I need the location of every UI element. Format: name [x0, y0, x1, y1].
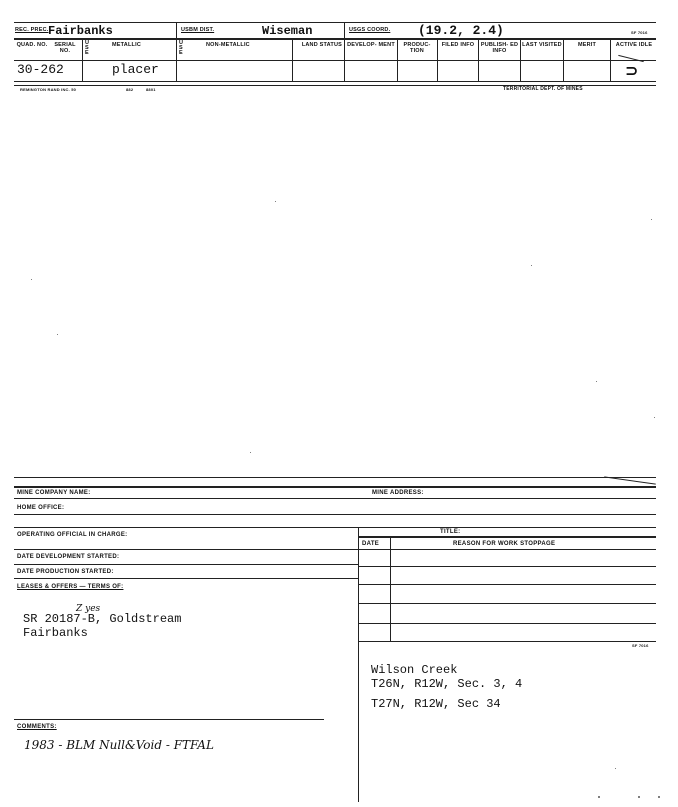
date-column-header: DATE	[362, 541, 380, 547]
printer-code-1: 882	[126, 87, 134, 92]
col-published-info: PUBLISH- ED INFO	[480, 42, 519, 54]
date-development-label: DATE DEVELOPMENT STARTED:	[17, 554, 120, 560]
printer-code-2: 8801	[146, 87, 156, 92]
rec-prec-value: Fairbanks	[48, 24, 113, 38]
active-idle-mark: ⊃	[625, 61, 639, 80]
department-name: TERRITORIAL DEPT. OF MINES	[503, 86, 583, 92]
form-code: SF 7016	[631, 30, 648, 35]
col-last-visited: LAST VISITED	[522, 42, 562, 48]
col-merit: MERIT	[577, 42, 597, 48]
leases-label: LEASES & OFFERS — TERMS OF:	[17, 584, 124, 590]
form-code-2: SF 7016	[632, 643, 649, 648]
col-filed-info: FILED INFO	[441, 42, 475, 48]
lease-annotation: Z yes	[76, 604, 101, 614]
col-active-idle: ACTIVE IDLE	[615, 42, 653, 48]
reason-column-header: REASON FOR WORK STOPPAGE	[453, 541, 556, 547]
lease-line-2: Fairbanks	[23, 626, 88, 640]
lease-line-1: SR 20187-B, Goldstream	[23, 612, 182, 626]
rec-prec-label: REC. PREC.	[15, 27, 49, 33]
comment-handwritten: 1983 - BLM Null&Void - FTFAL	[24, 738, 214, 752]
col-use-1: U S E	[85, 40, 90, 56]
col-production: PRODUC- TION	[403, 42, 431, 54]
operating-official-label: OPERATING OFFICIAL IN CHARGE:	[17, 532, 128, 538]
usbm-dist-label: USBM DIST.	[181, 27, 215, 33]
title-label: TITLE:	[440, 529, 461, 535]
col-metallic: METALLIC	[112, 42, 141, 48]
col-non-metallic: NON-METALLIC	[206, 42, 250, 48]
col-development: DEVELOP- MENT	[347, 42, 395, 48]
mine-company-name-label: MINE COMPANY NAME:	[17, 490, 91, 496]
home-office-label: HOME OFFICE:	[17, 505, 65, 511]
comments-label: COMMENTS:	[17, 724, 57, 730]
usgs-coord-value: (19.2, 2.4)	[418, 23, 504, 38]
metallic-value: placer	[112, 62, 159, 77]
quad-serial-value: 30-262	[17, 62, 64, 77]
usbm-dist-value: Wiseman	[262, 24, 313, 38]
usgs-coord-label: USGS COORD.	[349, 27, 391, 33]
col-land-status: LAND STATUS	[301, 42, 342, 48]
col-serial-no: SERIAL NO.	[54, 42, 76, 54]
printer-imprint: REMINGTON RAND INC. 50	[20, 87, 77, 92]
location-line-3: T27N, R12W, Sec 34	[371, 697, 501, 711]
col-quad-no: QUAD. NO.	[16, 42, 48, 48]
col-use-2: U S E	[179, 40, 184, 56]
location-line-2: T26N, R12W, Sec. 3, 4	[371, 677, 523, 691]
location-line-1: Wilson Creek	[371, 663, 458, 677]
date-production-label: DATE PRODUCTION STARTED:	[17, 569, 114, 575]
mine-address-label: MINE ADDRESS:	[372, 490, 424, 496]
